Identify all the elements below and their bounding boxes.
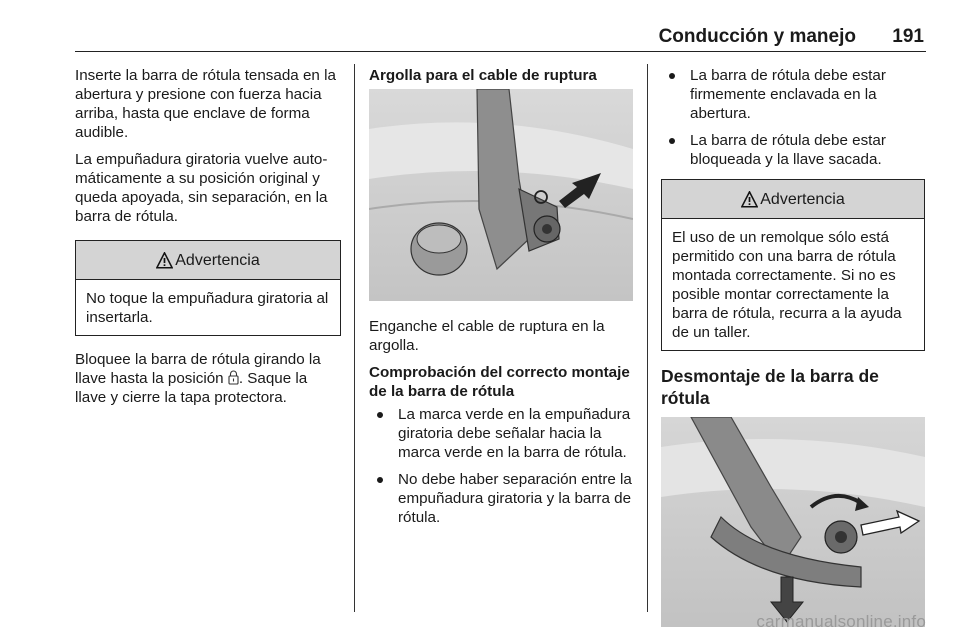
paragraph: La empuñadura giratoria vuelve automáticamente a su posición original y queda apoyada, sin separación, en la barra de rótula. [75, 151, 328, 225]
warning-triangle-icon [741, 191, 758, 208]
column-3 [661, 66, 925, 642]
list-item: La barra de rótula debe estar bloqueada y la llave sacada. [661, 131, 925, 169]
towing-eye-photo [369, 89, 633, 301]
list-item: La marca verde en la empuñadura giratoria debe señalar hacia la marca verde en la barra de rótula. [369, 405, 633, 462]
column-1 [75, 66, 341, 415]
check-list [661, 66, 925, 169]
section-title: Conducción y manejo [658, 26, 856, 47]
warning-title: Advertencia [760, 190, 845, 208]
column-divider [354, 64, 355, 612]
section-heading: Argolla para el cable de ruptura [369, 67, 597, 84]
paragraph: Enganche el cable de ruptura en la argolla. [369, 318, 605, 354]
column-2 [369, 66, 633, 535]
page-number: 191 [892, 26, 924, 47]
warning-text: El uso de un remolque sólo está permitido con una barra de rótula montada correctamente. Si no es posible montar correctamente la barra de rótula, recurra a la ayuda de un taller. [672, 229, 902, 341]
warning-header [76, 241, 340, 280]
lock-closed-icon [228, 370, 239, 385]
warning-text: No toque la empuñadura giratoria al insertarla. [86, 290, 329, 326]
check-list [369, 405, 633, 527]
section-heading: Comprobación del correcto montaje de la barra de rótula [369, 364, 630, 400]
page-header [75, 24, 926, 52]
warning-box [75, 240, 341, 336]
list-item: La barra de rótula debe estar firmemente enclavada en la abertura. [661, 66, 925, 123]
warning-box [661, 179, 925, 351]
warning-triangle-icon [156, 252, 173, 269]
warning-title: Advertencia [175, 251, 260, 269]
watermark: carmanualsonline.info [756, 612, 926, 631]
towbar-removal-photo [661, 417, 925, 627]
warning-header [662, 180, 924, 219]
section-heading: Desmontaje de la barra de rótula [661, 366, 879, 408]
paragraph: Bloquee la barra de rótula girando la llave hasta la posición . Saque la llave y cierre la tapa protectora. [75, 351, 321, 406]
paragraph: Inserte la barra de rótula tensada en la abertura y presione con fuerza hacia arriba, hasta que enclave de forma audible. [75, 67, 336, 141]
column-divider [647, 64, 648, 612]
list-item: No debe haber separación entre la empuñadura giratoria y la barra de rótula. [369, 470, 633, 527]
